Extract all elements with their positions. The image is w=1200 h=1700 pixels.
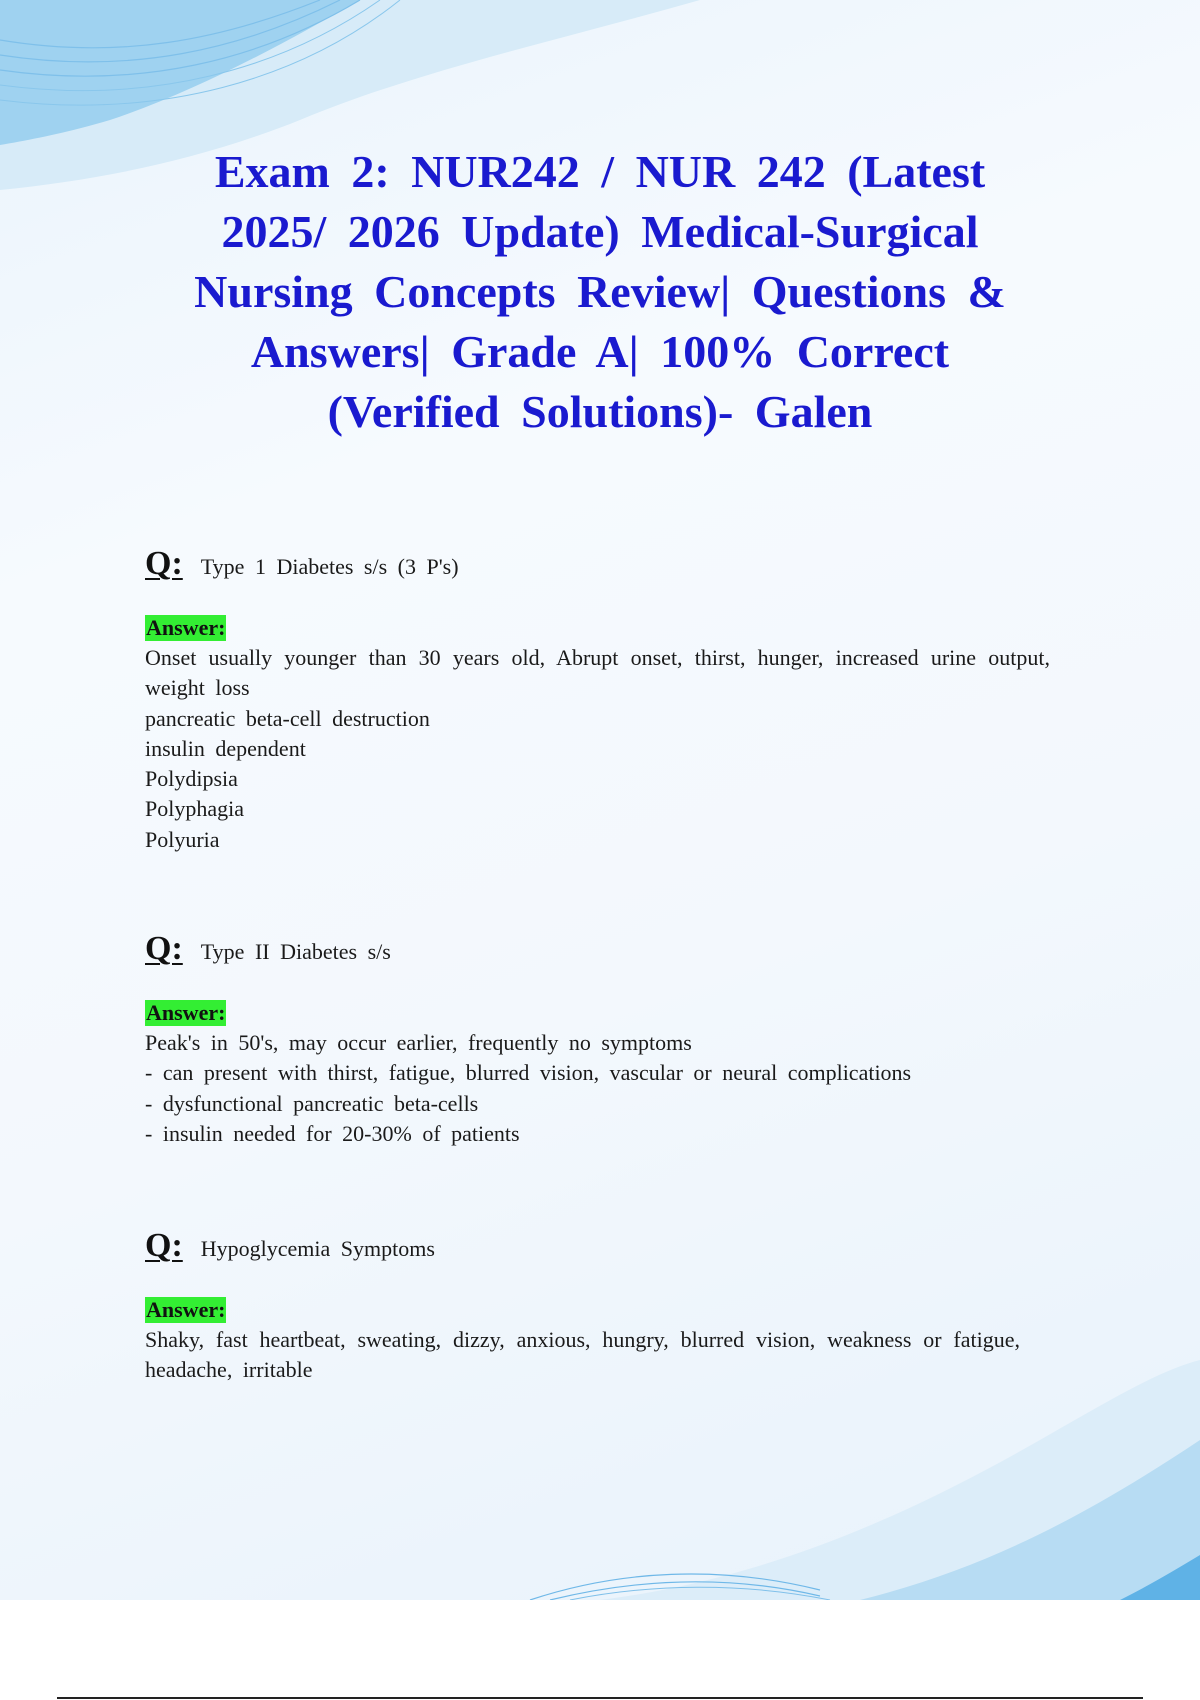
answer-body xyxy=(145,643,1050,855)
answer-line: insulin dependent xyxy=(145,735,306,761)
question-block-2 xyxy=(145,930,1050,1149)
answer-line: Shaky, fast heartbeat, sweating, dizzy, anxious, hungry, blurred vision, weakness or fatigue, headache, irritable xyxy=(145,1327,1020,1383)
answer-line: Onset usually younger than 30 years old, Abrupt onset, thirst, hunger, increased urine output, weight loss xyxy=(145,645,1050,701)
answer-line: - can present with thirst, fatigue, blurred vision, vascular or neural complications xyxy=(145,1060,912,1086)
question-text: Type II Diabetes s/s xyxy=(200,939,391,964)
answer-label: Answer: xyxy=(146,615,226,640)
answer-label: Answer: xyxy=(146,1000,226,1025)
answer-body xyxy=(145,1325,1020,1386)
answer-line: - insulin needed for 20-30% of patients xyxy=(145,1120,520,1146)
question-block-3 xyxy=(145,1227,1020,1386)
question-prefix: Q: xyxy=(145,930,183,967)
answer-line: Polydipsia xyxy=(145,766,238,792)
footer-divider xyxy=(57,1697,1143,1699)
answer-line: Peak's in 50's, may occur earlier, frequently no symptoms xyxy=(145,1030,692,1055)
question-prefix: Q: xyxy=(145,1227,183,1264)
document-title: Exam 2: NUR242 / NUR 242 (Latest 2025/ 2026 Update) Medical-Surgical Nursing Concepts Review| Questions & Answers| Grade A| 100% Correct (Verified Solutions)- Galen xyxy=(194,146,1006,437)
answer-line: - dysfunctional pancreatic beta-cells xyxy=(145,1090,479,1116)
question-text: Hypoglycemia Symptoms xyxy=(200,1236,435,1261)
answer-line: Polyphagia xyxy=(145,796,244,822)
answer-line: Polyuria xyxy=(145,826,220,852)
answer-body xyxy=(145,1028,1050,1149)
question-block-1 xyxy=(145,545,1050,855)
question-prefix: Q: xyxy=(145,545,183,582)
question-text: Type 1 Diabetes s/s (3 P's) xyxy=(200,554,459,579)
answer-line: pancreatic beta-cell destruction xyxy=(145,705,430,731)
answer-label: Answer: xyxy=(146,1297,226,1322)
